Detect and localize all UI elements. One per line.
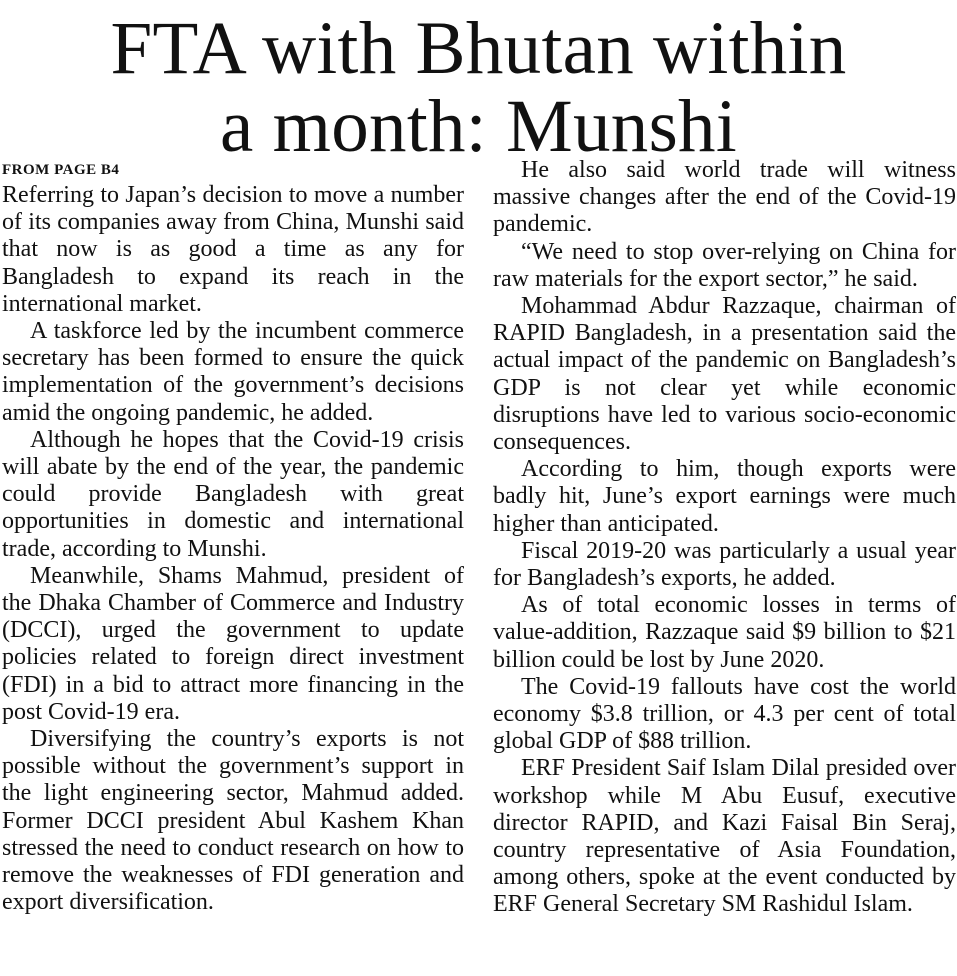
article-column-right <box>493 157 956 919</box>
paragraph: Although he hopes that the Covid-19 crisis will abate by the end of the year, the pandemic could provide Bangladesh with great opportunities in domestic and international trade, according to Munshi. <box>2 426 464 562</box>
paragraph: Mohammad Abdur Razzaque, chairman of RAPID Bangladesh, in a presentation said the actual impact of the pandemic on Bangladesh’s GDP is not clear yet while economic disruptions have led to various socio-economic consequences. <box>493 293 956 456</box>
paragraph: “We need to stop over-relying on China for raw materials for the export sector,” he said. <box>493 238 956 292</box>
paragraph: As of total economic losses in terms of value-addition, Razzaque said $9 billion to $21 billion could be lost by June 2020. <box>493 592 956 673</box>
headline <box>0 7 957 168</box>
article-column-left <box>2 157 464 916</box>
headline-line-1: FTA with Bhutan within <box>110 7 847 90</box>
paragraph: A taskforce led by the incumbent commerce secretary has been formed to ensure the quick implementation of the government’s decisions amid the ongoing pandemic, he added. <box>2 318 464 426</box>
paragraph: ERF President Saif Islam Dilal presided over workshop while M Abu Eusuf, executive director RAPID, and Kazi Faisal Bin Seraj, country representative of Asia Foundation, among others, spoke at the event conducted by ERF General Secretary SM Rashidul Islam. <box>493 755 956 918</box>
paragraph: The Covid-19 fallouts have cost the world economy $3.8 trillion, or 4.3 per cent of total global GDP of $88 trillion. <box>493 673 956 755</box>
headline-line-2: a month: Munshi <box>219 85 737 168</box>
paragraph: Meanwhile, Shams Mahmud, president of the Dhaka Chamber of Commerce and Industry (DCCI), urged the government to update policies related to foreign direct investment (FDI) in a bid to attract more financing in the post Covid-19 era. <box>2 562 464 725</box>
paragraph: Fiscal 2019-20 was particularly a usual year for Bangladesh’s exports, he added. <box>493 537 956 592</box>
paragraph: He also said world trade will witness massive changes after the end of the Covid-19 pandemic. <box>493 157 956 238</box>
paragraph: Diversifying the country’s exports is not possible without the government’s support in the light engineering sector, Mahmud added. Former DCCI president Abul Kashem Khan stressed the need to conduct research on how to remove the weaknesses of FDI generation and export diversification. <box>2 726 464 916</box>
paragraph: Referring to Japan’s decision to move a number of its companies away from China, Munshi said that now is as good a time as any for Bangladesh to expand its reach in the international market. <box>2 182 464 317</box>
jump-label: FROM PAGE B4 <box>2 162 120 178</box>
paragraph: According to him, though exports were badly hit, June’s export earnings were much higher than anticipated. <box>493 456 956 537</box>
